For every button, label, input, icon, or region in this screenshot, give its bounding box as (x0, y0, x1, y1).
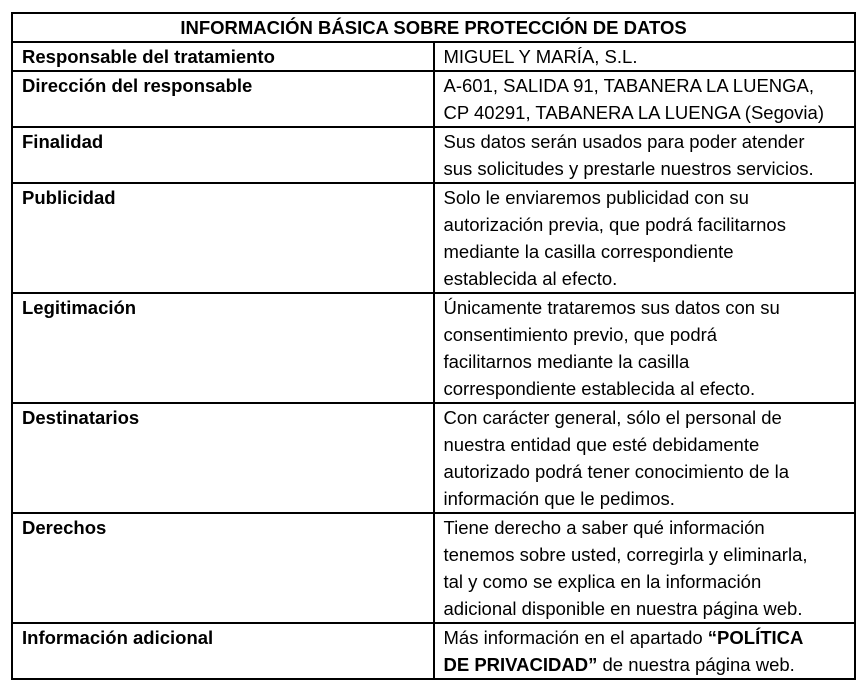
table-title: INFORMACIÓN BÁSICA SOBRE PROTECCIÓN DE DATOS (12, 13, 855, 42)
data-protection-table (11, 12, 856, 680)
row-label-informacion-adicional: Información adicional (12, 623, 434, 679)
table-row (12, 42, 855, 71)
value-line: autorizado podrá tener conocimiento de la (443, 461, 790, 482)
row-value-informacion-adicional (434, 623, 856, 679)
value-text: de nuestra página web. (597, 654, 795, 675)
value-line: tenemos sobre usted, corregirla y eliminarla, (443, 544, 808, 565)
row-value-publicidad (434, 183, 856, 293)
table-row (12, 71, 855, 127)
table-row (12, 623, 855, 679)
value-line: Únicamente trataremos sus datos con su (443, 297, 780, 318)
value-line: Solo le enviaremos publicidad con su (443, 187, 749, 208)
value-line: MIGUEL Y MARÍA, S.L. (443, 46, 638, 67)
row-label-finalidad: Finalidad (12, 127, 434, 183)
value-text: Más información en el apartado (443, 627, 708, 648)
row-value-derechos (434, 513, 856, 623)
value-line: establecida al efecto. (443, 268, 618, 289)
value-line: Sus datos serán usados para poder atender (443, 131, 805, 152)
row-value-legitimacion (434, 293, 856, 403)
value-line: mediante la casilla correspondiente (443, 241, 734, 262)
value-line: consentimiento previo, que podrá (443, 324, 718, 345)
row-value-responsable (434, 42, 856, 71)
value-line: CP 40291, TABANERA LA LUENGA (Segovia) (443, 102, 824, 123)
table-row (12, 293, 855, 403)
row-label-derechos: Derechos (12, 513, 434, 623)
value-line (444, 624, 846, 651)
table-row (12, 183, 855, 293)
row-value-finalidad (434, 127, 856, 183)
row-label-publicidad: Publicidad (12, 183, 434, 293)
row-value-destinatarios (434, 403, 856, 513)
row-label-responsable: Responsable del tratamiento (12, 42, 434, 71)
value-line: Con carácter general, sólo el personal de (443, 407, 782, 428)
value-line: tal y como se explica en la información (443, 571, 762, 592)
value-line: facilitarnos mediante la casilla (443, 351, 690, 372)
value-line: información que le pedimos. (443, 488, 675, 509)
privacy-policy-reference: “POLÍTICA (707, 627, 804, 648)
value-line (444, 651, 846, 678)
value-line: nuestra entidad que esté debidamente (443, 434, 760, 455)
value-line: Tiene derecho a saber qué información (443, 517, 765, 538)
table-row (12, 513, 855, 623)
value-line: sus solicitudes y prestarle nuestros servicios. (443, 158, 814, 179)
value-line: correspondiente establecida al efecto. (443, 378, 756, 399)
row-value-direccion (434, 71, 856, 127)
value-line: A-601, SALIDA 91, TABANERA LA LUENGA, (443, 75, 815, 96)
privacy-policy-reference: DE PRIVACIDAD” (443, 654, 598, 675)
table-row (12, 127, 855, 183)
value-line: adicional disponible en nuestra página web. (443, 598, 803, 619)
row-label-destinatarios: Destinatarios (12, 403, 434, 513)
value-line: autorización previa, que podrá facilitarnos (443, 214, 786, 235)
row-label-legitimacion: Legitimación (12, 293, 434, 403)
table-row (12, 403, 855, 513)
row-label-direccion: Dirección del responsable (12, 71, 434, 127)
